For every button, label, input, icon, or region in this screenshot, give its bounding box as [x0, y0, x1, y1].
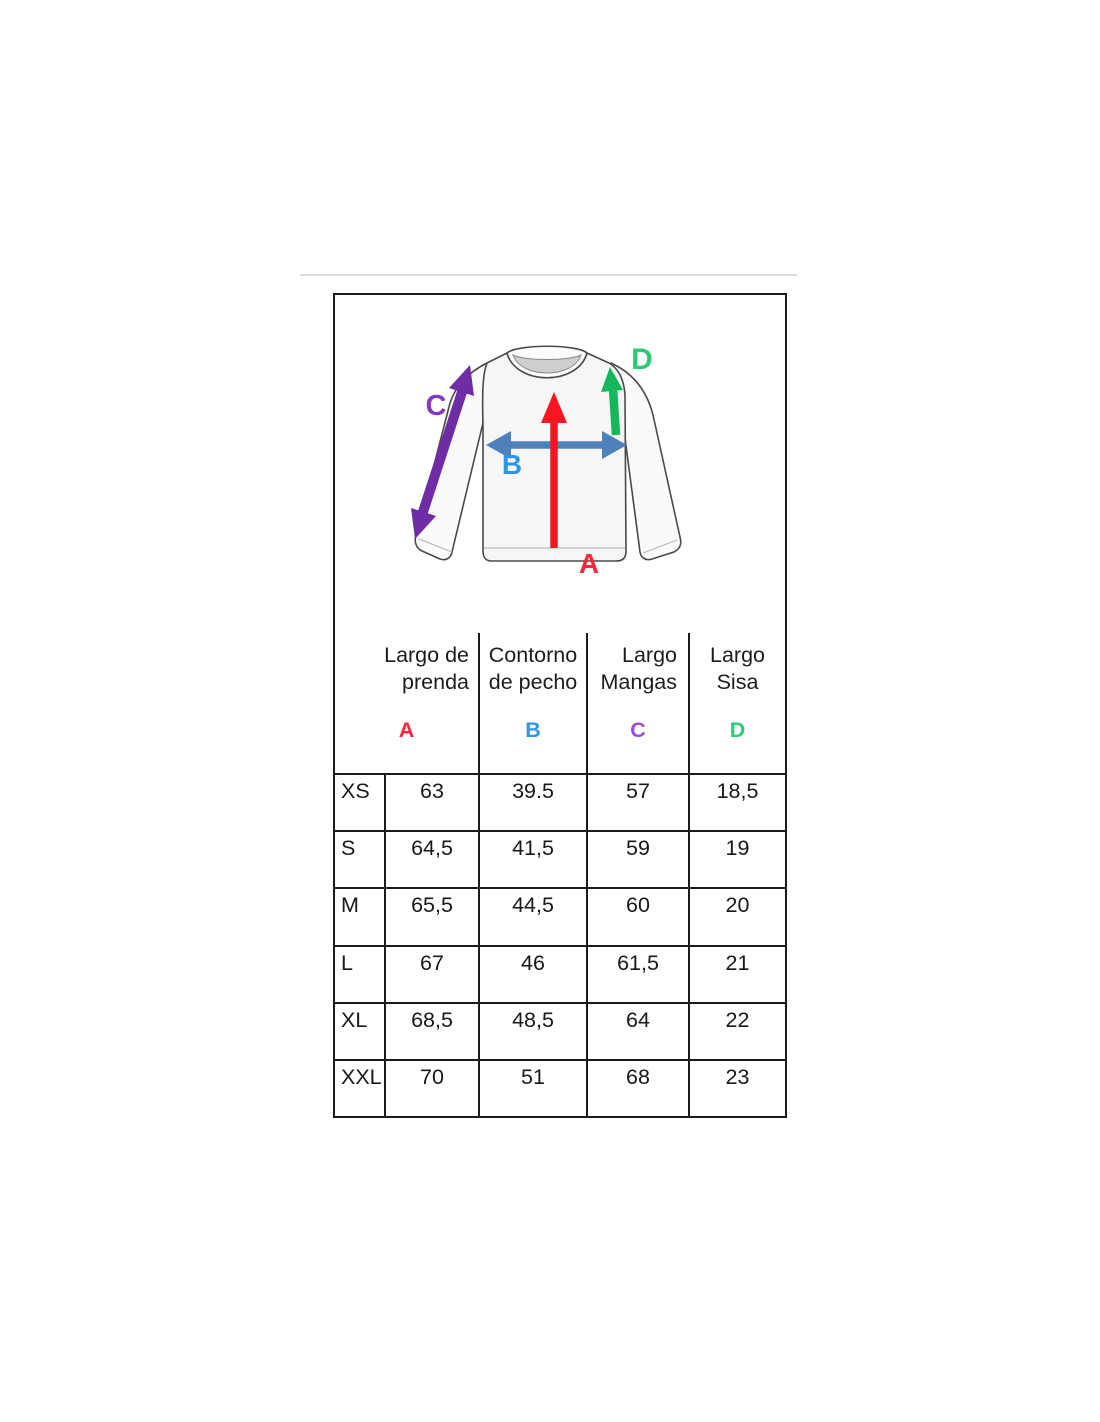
size-cell: L: [341, 950, 353, 975]
header-line: de pecho: [488, 670, 578, 694]
size-cell: XXL: [341, 1064, 382, 1089]
value-cell: 63: [384, 775, 478, 830]
value-cell: 59: [586, 832, 688, 887]
header-col-largo-mangas: [586, 633, 688, 773]
header-col-largo-de-prenda: [335, 633, 478, 773]
diagram-label-a: A: [578, 548, 600, 579]
header-line: prenda: [402, 670, 469, 694]
header-letter-b: B: [525, 718, 541, 742]
value-cell: 61,5: [586, 947, 688, 1002]
value-cell: 18,5: [688, 775, 785, 830]
size-cell: M: [341, 893, 359, 918]
top-divider-line: [300, 274, 797, 276]
value-cell: 20: [688, 889, 785, 944]
value-cell: 23: [688, 1061, 785, 1116]
header-col-contorno-de-pecho: [478, 633, 586, 773]
table-row-l: [335, 945, 785, 1002]
value-cell: 67: [384, 947, 478, 1002]
table-row-m: [335, 887, 785, 944]
diagram-label-c: C: [425, 390, 447, 422]
shirt-measurement-diagram: [335, 295, 785, 633]
value-cell: 41,5: [478, 832, 586, 887]
header-line: Contorno: [488, 643, 578, 667]
header-line: Mangas: [600, 670, 677, 694]
value-cell: 22: [688, 1004, 785, 1059]
size-cell: S: [341, 836, 356, 861]
header-line: Sisa: [716, 670, 759, 694]
table-header-row: [335, 633, 785, 773]
table-row-xxl: [335, 1059, 785, 1116]
value-cell: 64: [586, 1004, 688, 1059]
value-cell: 65,5: [384, 889, 478, 944]
shirt-diagram-svg: [335, 295, 789, 633]
value-cell: 46: [478, 947, 586, 1002]
value-cell: 44,5: [478, 889, 586, 944]
table-row-xs: [335, 773, 785, 830]
value-cell: 70: [384, 1061, 478, 1116]
diagram-label-d: D: [631, 343, 653, 376]
header-line: Largo: [710, 643, 765, 667]
value-cell: 51: [478, 1061, 586, 1116]
size-cell: XL: [341, 1007, 368, 1032]
header-letter-d: D: [729, 718, 746, 742]
table-row-xl: [335, 1002, 785, 1059]
size-cell: XS: [341, 779, 370, 803]
value-cell: 68: [586, 1061, 688, 1116]
value-cell: 48,5: [478, 1004, 586, 1059]
diagram-label-b: B: [501, 449, 523, 480]
value-cell: 19: [688, 832, 785, 887]
value-cell: 39.5: [478, 775, 586, 830]
value-cell: 21: [688, 947, 785, 1002]
value-cell: 68,5: [384, 1004, 478, 1059]
size-chart-box: [333, 293, 787, 1118]
size-table-body: [335, 773, 785, 1116]
header-letter-a: A: [398, 718, 415, 742]
header-letter-c: C: [630, 718, 646, 742]
table-row-s: [335, 830, 785, 887]
header-col-largo-sisa: [688, 633, 785, 773]
value-cell: 64,5: [384, 832, 478, 887]
header-line: Largo de: [384, 643, 469, 667]
value-cell: 57: [586, 775, 688, 830]
value-cell: 60: [586, 889, 688, 944]
header-line: Largo: [622, 643, 677, 667]
